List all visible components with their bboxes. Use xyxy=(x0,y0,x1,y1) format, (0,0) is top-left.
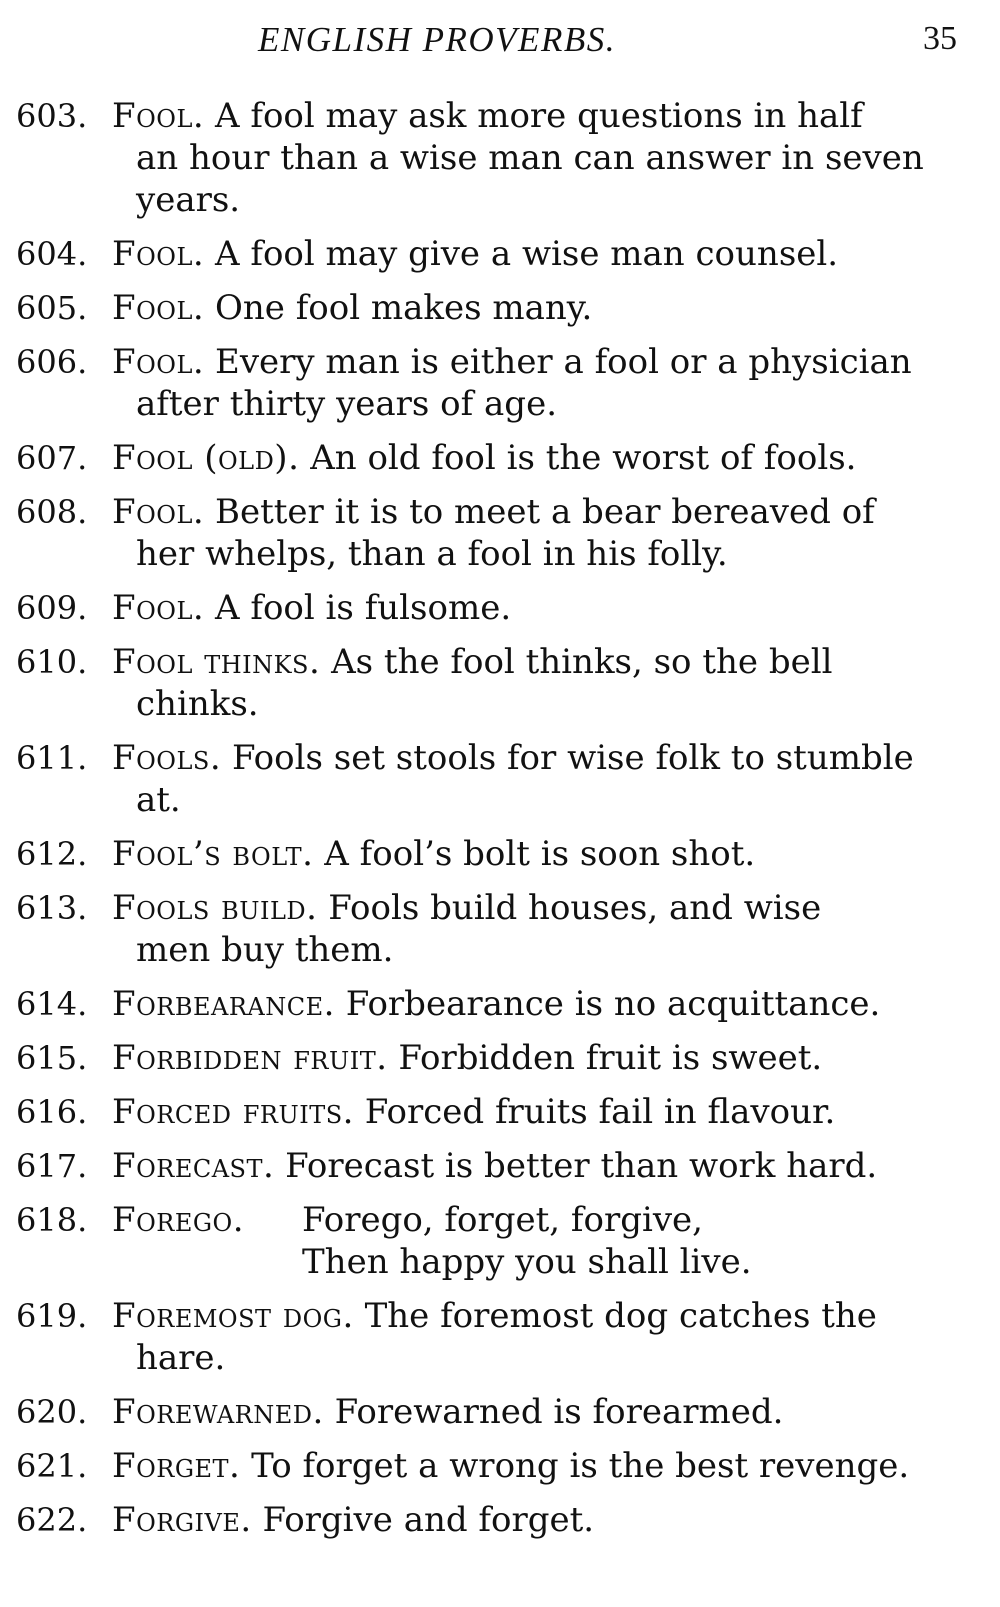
proverb-entry xyxy=(0,887,1000,971)
entry-number: 621. xyxy=(16,1447,88,1485)
proverb-entry xyxy=(0,1091,1000,1133)
proverb-entry xyxy=(0,491,1000,575)
entry-headword: Fool (old). xyxy=(112,438,300,478)
entry-headword: Forego. xyxy=(112,1200,245,1240)
entry-first-line xyxy=(112,287,960,329)
page-number: 35 xyxy=(923,20,957,57)
entry-text: Forced fruits fail in flavour. xyxy=(353,1092,836,1132)
entry-headword: Fool. xyxy=(112,492,205,532)
entry-text: A fool’s bolt is soon shot. xyxy=(313,834,756,874)
entry-continuation: an hour than a wise man can answer in seven xyxy=(136,138,924,178)
entry-number: 611. xyxy=(16,739,88,777)
entry-text: Fools build houses, and wise xyxy=(317,888,822,928)
entry-continuation: at. xyxy=(136,780,181,820)
entry-number: 603. xyxy=(16,97,88,135)
entry-headword: Forgive. xyxy=(112,1500,252,1540)
entry-text: Every man is either a fool or a physician xyxy=(204,342,912,382)
entry-first-line xyxy=(112,587,960,629)
entry-text: To forget a wrong is the best revenge. xyxy=(240,1446,910,1486)
entry-number: 614. xyxy=(16,985,88,1023)
entry-first-line xyxy=(112,737,960,779)
entry-number: 608. xyxy=(16,493,88,531)
entry-headword: Foremost dog. xyxy=(112,1296,354,1336)
verse-line: Then happy you shall live. xyxy=(302,1242,752,1282)
proverb-entry-verse xyxy=(0,1199,1000,1283)
entry-number: 622. xyxy=(16,1501,88,1539)
verse-block xyxy=(112,1200,960,1283)
entry-first-line xyxy=(112,491,960,533)
entry-text: Forecast is better than work hard. xyxy=(274,1146,878,1186)
entry-text: Forgive and forget. xyxy=(251,1500,595,1540)
proverb-list xyxy=(0,95,1000,1553)
entry-text: A fool may ask more questions in half xyxy=(204,96,863,136)
entry-text: Forewarned is forearmed. xyxy=(323,1392,784,1432)
entry-number: 612. xyxy=(16,835,88,873)
entry-headword: Fool’s bolt. xyxy=(112,834,314,874)
entry-first-line xyxy=(112,1145,960,1187)
entry-headword: Forget. xyxy=(112,1446,241,1486)
entry-headword: Forced fruits. xyxy=(112,1092,354,1132)
entry-number: 618. xyxy=(16,1201,88,1239)
entry-number: 605. xyxy=(16,289,88,327)
entry-continuation: years. xyxy=(136,180,241,220)
entry-first-line xyxy=(112,233,960,275)
entry-first-line xyxy=(112,641,960,683)
entry-text: Better it is to meet a bear bereaved of xyxy=(204,492,875,532)
entry-text: Forbidden fruit is sweet. xyxy=(387,1038,823,1078)
proverb-entry xyxy=(0,341,1000,425)
entry-headword: Fool thinks. xyxy=(112,642,321,682)
entry-first-line xyxy=(112,1091,960,1133)
proverb-entry xyxy=(0,833,1000,875)
entry-headword: Fool. xyxy=(112,234,205,274)
entry-text: An old fool is the worst of fools. xyxy=(299,438,857,478)
entry-first-line xyxy=(112,95,960,137)
proverb-entry xyxy=(0,983,1000,1025)
entry-first-line xyxy=(112,1499,960,1541)
entry-number: 620. xyxy=(16,1393,88,1431)
entry-number: 615. xyxy=(16,1039,88,1077)
entry-number: 616. xyxy=(16,1093,88,1131)
entry-headword: Fool. xyxy=(112,342,205,382)
proverb-entry xyxy=(0,587,1000,629)
entry-text: The foremost dog catches the xyxy=(353,1296,877,1336)
entry-number: 604. xyxy=(16,235,88,273)
proverb-entry xyxy=(0,1145,1000,1187)
proverb-entry xyxy=(0,1445,1000,1487)
entry-number: 617. xyxy=(16,1147,88,1185)
proverb-entry xyxy=(0,95,1000,221)
proverb-entry xyxy=(0,233,1000,275)
entry-text: As the fool thinks, so the bell xyxy=(320,642,833,682)
entry-number: 619. xyxy=(16,1297,88,1335)
entry-headword: Fools build. xyxy=(112,888,318,928)
entry-continuation: after thirty years of age. xyxy=(136,384,557,424)
entry-headword: Fool. xyxy=(112,588,205,628)
entry-headword: Fool. xyxy=(112,96,205,136)
entry-number: 610. xyxy=(16,643,88,681)
proverb-entry xyxy=(0,737,1000,821)
entry-headword: Fool. xyxy=(112,288,205,328)
proverb-entry xyxy=(0,287,1000,329)
entry-text: One fool makes many. xyxy=(204,288,593,328)
proverb-entry xyxy=(0,437,1000,479)
entry-first-line xyxy=(112,341,960,383)
entry-continuation: chinks. xyxy=(136,684,259,724)
entry-number: 609. xyxy=(16,589,88,627)
entry-headword: Forecast. xyxy=(112,1146,275,1186)
entry-headword: Forbearance. xyxy=(112,984,335,1024)
entry-text: A fool may give a wise man counsel. xyxy=(204,234,839,274)
entry-continuation: hare. xyxy=(136,1338,226,1378)
entry-first-line xyxy=(112,437,960,479)
entry-number: 606. xyxy=(16,343,88,381)
entry-headword: Forbidden fruit. xyxy=(112,1038,388,1078)
entry-continuation: men buy them. xyxy=(136,930,394,970)
entry-first-line xyxy=(112,1295,960,1337)
entry-number: 613. xyxy=(16,889,88,927)
verse-line: Forego, forget, forgive, xyxy=(302,1200,703,1240)
entry-first-line xyxy=(112,983,960,1025)
entry-first-line xyxy=(112,1445,960,1487)
running-title: ENGLISH PROVERBS. xyxy=(258,20,616,59)
entry-headword: Forewarned. xyxy=(112,1392,324,1432)
entry-first-line xyxy=(112,887,960,929)
entry-text: Fools set stools for wise folk to stumble xyxy=(221,738,914,778)
proverb-entry xyxy=(0,1499,1000,1541)
entry-continuation: her whelps, than a fool in his folly. xyxy=(136,534,728,574)
entry-text: Forbearance is no acquittance. xyxy=(334,984,881,1024)
entry-first-line xyxy=(112,833,960,875)
entry-first-line xyxy=(112,1391,960,1433)
proverb-entry xyxy=(0,1295,1000,1379)
entry-headword: Fools. xyxy=(112,738,222,778)
running-head xyxy=(0,14,1000,64)
proverb-entry xyxy=(0,1037,1000,1079)
entry-number: 607. xyxy=(16,439,88,477)
proverb-entry xyxy=(0,1391,1000,1433)
entry-text: A fool is fulsome. xyxy=(204,588,512,628)
entry-first-line xyxy=(112,1037,960,1079)
proverb-entry xyxy=(0,641,1000,725)
